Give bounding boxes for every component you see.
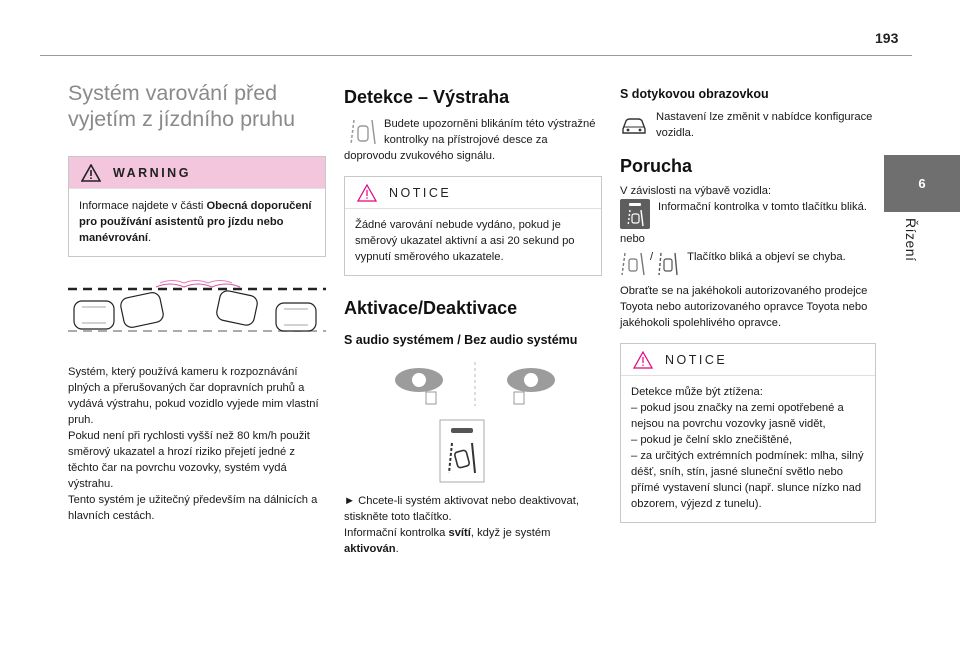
instrument-cluster-illustration	[344, 362, 602, 410]
detection-para	[344, 116, 602, 164]
subheading-audio: S audio systémem / Bez audio systému	[344, 333, 578, 347]
notice-line-3: – pokud je čelní sklo znečištěné,	[631, 434, 793, 446]
notice-body-1: Žádné varování nebude vydáno, pokud je směrový ukazatel aktivní a asi 20 sekund po vypnutí směrového ukazatele.	[355, 219, 575, 263]
contact-para: Obraťte se na jakéhokoli autorizovaného prodejce Toyota nebo autorizovaného opravce Toyota nebo jakéhokoli spolehlivého opravce.	[620, 285, 868, 329]
lane-warning-icon	[350, 116, 376, 146]
or-word: nebo	[620, 233, 645, 245]
warning-text: Informace najdete v části	[79, 200, 207, 212]
warning-text-end: .	[148, 232, 152, 244]
lane-departure-illustration	[68, 279, 326, 337]
fault-item-1-text: Informační kontrolka v tomto tlačítku bliká.	[658, 201, 867, 213]
warning-text-bold: Obecná doporučení pro používání asistentů pro jízdu nebo manévrování	[79, 200, 312, 244]
slash-separator: /	[650, 251, 654, 263]
instruction-para: ► Chcete-li systém aktivovat nebo deaktivovat, stiskněte toto tlačítko.	[344, 495, 579, 523]
detection-text: Budete upozorněni blikáním této výstražné kontrolky na přístrojové desce za doprovodu zvukového signálu.	[344, 118, 596, 162]
lane-assist-white-icon	[620, 199, 650, 229]
fault-intro: V závislosti na výbavě vozidla:	[620, 185, 772, 197]
notice-box-2	[620, 343, 876, 523]
notice-box-1	[344, 176, 602, 276]
vehicle-settings-icon	[620, 115, 648, 137]
fault-item-2	[620, 249, 876, 277]
info-text-mid: , když je systém	[470, 527, 551, 539]
info-text-end: .	[395, 543, 399, 555]
column-2	[344, 80, 602, 557]
fault-item-1	[620, 199, 876, 229]
chapter-tab[interactable]: 6	[884, 155, 960, 212]
column-1	[68, 80, 326, 524]
lane-assist-button-icon	[439, 419, 485, 483]
page-number: 193	[875, 30, 899, 46]
notice-label-1: NOTICE	[389, 185, 452, 200]
lane-icon-alt	[657, 249, 679, 277]
description	[68, 364, 326, 524]
info-bold-activated: aktivován	[344, 543, 396, 555]
section-title-line-2: vyjetím z jízdního pruhu	[68, 107, 296, 131]
info-bold-lit: svítí	[448, 527, 471, 539]
chapter-title: Řízení	[903, 218, 919, 262]
notice-body-2	[621, 376, 875, 522]
warning-triangle-icon	[81, 164, 101, 182]
description-para-3: Tento systém je užitečný především na dálnicích a hlavních cestách.	[68, 494, 318, 522]
description-para-1: Systém, který používá kameru k rozpoznávání plných a přerušovaných čar dopravních pruhů a vydává výstrahu, pokud vozidlo vyjede mim vlastní pruh.	[68, 366, 319, 426]
warning-header	[69, 157, 325, 189]
fault-item-2-text: Tlačítko bliká a objeví se chyba.	[687, 251, 846, 263]
notice-line-4: – za určitých extrémních podmínek: mlha, silný déšť, sníh, stín, jasné sluneční světlo nebo přímé vystavení slunci (např. slunce nízko nad obzorem, výjezd z tunelu).	[631, 450, 864, 510]
section-title-line-1: Systém varování před	[68, 81, 278, 105]
info-text: Informační kontrolka	[344, 527, 449, 539]
notice-line-2: – pokud jsou značky na zemi opotřebené a nejsou na povrchu vozovky jasně vidět,	[631, 402, 844, 430]
description-para-2: Pokud není při rychlosti vyšší než 80 km/h použit směrový ukazatel a hrozí riziko přejetí jedné z těchto čar na povrchu vozovky, systém vydá výstrahu.	[68, 430, 310, 490]
fault-button-icon	[620, 199, 650, 229]
notice-triangle-icon-2	[633, 351, 653, 369]
heading-detection: Detekce – Výstraha	[344, 87, 510, 107]
heading-activation: Aktivace/Deaktivace	[344, 298, 518, 318]
column-3	[620, 80, 876, 523]
warning-label: WARNING	[113, 165, 191, 180]
warning-box	[68, 156, 326, 257]
section-title	[68, 80, 326, 132]
touch-para	[620, 109, 876, 141]
touch-text: Nastavení lze změnit v nabídce konfigurace vozidla.	[656, 111, 873, 139]
warning-body	[69, 189, 325, 256]
notice-triangle-icon	[357, 184, 377, 202]
notice-header-1	[345, 177, 601, 209]
notice-line-1: Detekce může být ztížena:	[631, 386, 763, 398]
heading-fault: Porucha	[620, 156, 693, 176]
notice-header-2	[621, 344, 875, 376]
notice-label-2: NOTICE	[665, 352, 728, 367]
subheading-touchscreen: S dotykovou obrazovkou	[620, 87, 769, 101]
lane-icon-outline	[620, 249, 646, 277]
top-divider	[40, 55, 912, 56]
info-para	[344, 525, 602, 557]
